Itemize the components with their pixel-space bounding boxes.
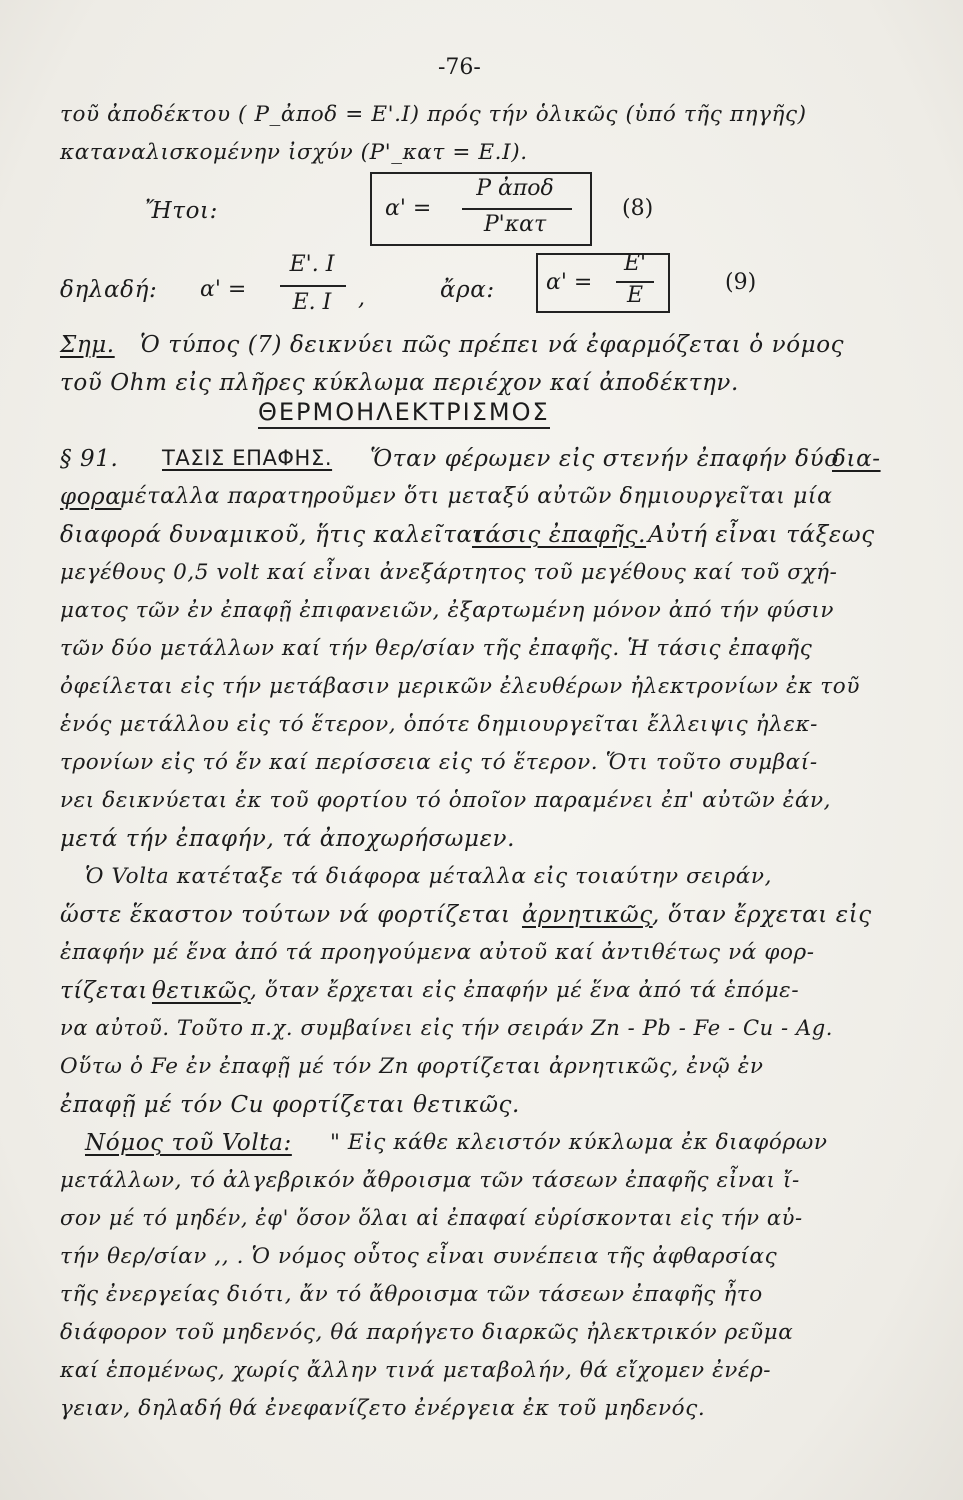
- text-line: σον μέ τό μηδέν, ἐφ' ὅσον ὅλαι αἱ ἐπαφαί εὑρίσκονται εἰς τήν αὐ-: [60, 1206, 803, 1230]
- text-line: μετά τήν ἐπαφήν, τά ἀποχωρήσωμεν.: [60, 826, 516, 852]
- eq8-lhs: α' =: [385, 196, 432, 221]
- text-line: ὀφείλεται εἰς τήν μετάβασιν μερικῶν ἐλευθέρων ἠλεκτρονίων ἐκ τοῦ: [60, 674, 860, 699]
- text-line: τοῦ ἀποδέκτου ( P_ἀποδ = E'.I) πρός τήν ὁλικῶς (ὑπό τῆς πηγῆς): [60, 102, 807, 127]
- note-label: Σημ.: [60, 332, 115, 358]
- eq9-numerator: E'. I: [289, 252, 335, 277]
- key-term: ἀρνητικῶς: [522, 902, 653, 928]
- text-line: μετάλλων, τό ἀλγεβρικόν ἄθροισμα τῶν τάσεων ἐπαφῆς εἶναι ἴ-: [60, 1168, 800, 1193]
- eq8-label: (8): [622, 196, 654, 221]
- text-line: γειαν, δηλαδή θά ἐνεφανίζετο ἐνέργεια ἐκ τοῦ μηδενός.: [60, 1396, 706, 1421]
- eq9-fraction-bar: [280, 285, 346, 287]
- section-heading: ΘΕΡΜΟΗΛΕΚΤΡΙΣΜΟΣ: [258, 398, 550, 429]
- eq9-prefix: δηλαδή:: [60, 277, 158, 303]
- eq9-boxed-lhs: α' =: [546, 270, 593, 295]
- eq8-prefix: Ἤτοι:: [145, 198, 218, 224]
- eq9-boxed-numerator: E': [623, 251, 647, 276]
- text-line: διαφορά δυναμικοῦ, ἥτις καλεῖται: [60, 522, 483, 548]
- eq9-lhs: α' =: [200, 277, 247, 302]
- page-number: -76-: [438, 55, 481, 80]
- text-line: Αὐτή εἶναι τάξεως: [648, 522, 875, 548]
- eq9-denominator: E. I: [292, 290, 332, 315]
- eq9-comma: ,: [358, 286, 365, 311]
- underlined-word: φορα: [60, 484, 122, 510]
- section-number: § 91.: [60, 446, 119, 472]
- text-line: Ὁ Volta κατέταξε τά διάφορα μέταλλα εἰς τοιαύτην σειράν,: [85, 864, 772, 889]
- eq9-label: (9): [725, 270, 757, 295]
- text-line: ματος τῶν ἐν ἐπαφῇ ἐπιφανειῶν, ἐξαρτωμένη μόνον ἀπό τήν φύσιν: [60, 598, 835, 623]
- text-line: , ὅταν ἔρχεται εἰς ἐπαφήν μέ ἕνα ἀπό τά ἑπόμε-: [250, 978, 800, 1003]
- section-title: ΤΑΣΙΣ ΕΠΑΦΗΣ.: [162, 446, 333, 470]
- text-line: νει δεικνύεται ἐκ τοῦ φορτίου τό ὁποῖον παραμένει ἐπ' αὐτῶν ἐάν,: [60, 788, 832, 813]
- text-line: καταναλισκομένην ἰσχύν (P'_κατ = E.I).: [60, 140, 528, 165]
- underlined-word: δια-: [832, 446, 881, 472]
- eq8-denominator: P'κατ: [483, 212, 547, 237]
- text-line: τίζεται: [60, 978, 149, 1004]
- text-line: Οὕτω ὁ Fe ἐν ἐπαφῇ μέ τόν Zn φορτίζεται ἀρνητικῶς, ἐνῷ ἐν: [60, 1054, 764, 1079]
- eq9-ara: ἄρα:: [440, 277, 495, 303]
- text-line: ἑνός μετάλλου εἰς τό ἕτερον, ὁπότε δημιουργεῖται ἔλλειψις ἠλεκ-: [60, 712, 819, 737]
- text-line: ἐπαφῇ μέ τόν Cu φορτίζεται θετικῶς.: [60, 1092, 520, 1118]
- text-line: τήν θερ/σίαν ,, . Ὁ νόμος οὗτος εἶναι συνέπεια τῆς ἀφθαρσίας: [60, 1244, 778, 1269]
- key-term: θετικῶς: [152, 978, 251, 1004]
- text-line: μέταλλα παρατηροῦμεν ὅτι μεταξύ αὐτῶν δημιουργεῖται μία: [120, 484, 833, 509]
- text-line: καί ἑπομένως, χωρίς ἄλλην τινά μεταβολήν, θά εἴχομεν ἐνέρ-: [60, 1358, 772, 1383]
- eq8-numerator: P ἀποδ: [476, 176, 554, 201]
- text-line: μεγέθους 0,5 volt καί εἶναι ἀνεξάρτητος τοῦ μεγέθους καί τοῦ σχή-: [60, 560, 838, 585]
- note-line: Ὁ τύπος (7) δεικνύει πῶς πρέπει νά ἐφαρμόζεται ὁ νόμος: [140, 332, 845, 358]
- text-line: να αὐτοῦ. Τοῦτο π.χ. συμβαίνει εἰς τήν σειράν Zn - Pb - Fe - Cu - Ag.: [60, 1016, 834, 1040]
- text-line: διάφορον τοῦ μηδενός, θά παρήγετο διαρκῶς ἠλεκτρικόν ρεῦμα: [60, 1320, 794, 1345]
- text-line: , ὅταν ἔρχεται εἰς: [652, 902, 872, 928]
- text-line: Ὅταν φέρωμεν εἰς στενήν ἐπαφήν δύο: [370, 446, 839, 472]
- text-line: ἐπαφήν μέ ἕνα ἀπό τά προηγούμενα αὐτοῦ καί ἀντιθέτως νά φορ-: [60, 940, 815, 965]
- text-line: " Εἰς κάθε κλειστόν κύκλωμα ἐκ διαφόρων: [330, 1130, 828, 1155]
- text-line: τῆς ἐνεργείας διότι, ἄν τό ἄθροισμα τῶν τάσεων ἐπαφῆς ἦτο: [60, 1282, 763, 1307]
- text-line: τῶν δύο μετάλλων καί τήν θερ/σίαν τῆς ἐπαφῆς. Ἡ τάσις ἐπαφῆς: [60, 636, 813, 661]
- text-line: ὥστε ἕκαστον τούτων νά φορτίζεται: [60, 902, 511, 928]
- text-line: τρονίων εἰς τό ἕν καί περίσσεια εἰς τό ἕτερον. Ὅτι τοῦτο συμβαί-: [60, 750, 818, 775]
- eq9-boxed-denominator: E: [626, 283, 644, 308]
- eq8-fraction-bar: [462, 208, 572, 210]
- law-title: Νόμος τοῦ Volta:: [85, 1130, 292, 1156]
- key-term: τάσις ἐπαφῆς.: [472, 522, 647, 548]
- note-line: τοῦ Ohm εἰς πλῆρες κύκλωμα περιέχον καί ἀποδέκτην.: [60, 370, 739, 396]
